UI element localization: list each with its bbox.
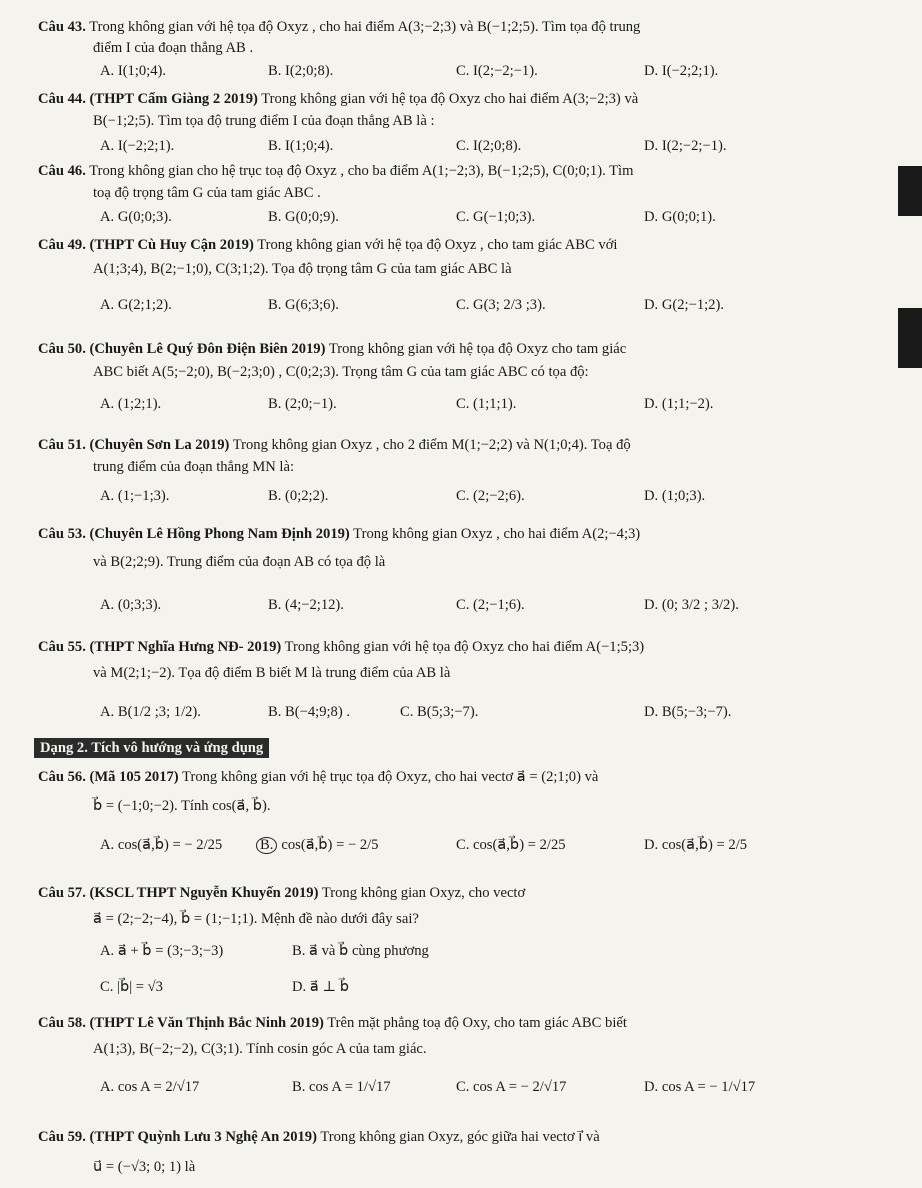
- question-source: (THPT Cù Huy Cận 2019): [85, 237, 254, 253]
- option-b: B. a⃗ và b⃗ cùng phương: [292, 943, 429, 959]
- option-b: B. G(0;0;9).: [268, 209, 339, 225]
- question-number: Câu 49.: [38, 237, 86, 253]
- question-number: Câu 44.: [38, 91, 86, 107]
- option-d: D. (1;0;3).: [644, 488, 706, 504]
- question-text: và B(2;2;9). Trung điểm của đoạn AB có tọa độ là: [93, 554, 386, 570]
- option-c: C. I(2;0;8).: [456, 138, 522, 154]
- question-text: Trong không gian với hệ tọa độ Oxyz cho tam giác: [325, 341, 627, 357]
- question-number: Câu 59.: [38, 1129, 86, 1145]
- question-text: A(1;3), B(−2;−2), C(3;1). Tính cosin góc A của tam giác.: [93, 1041, 427, 1057]
- question-source: (Chuyên Lê Quý Đôn Điện Biên 2019): [85, 341, 326, 357]
- question-text: Trong không gian với hệ tọa độ Oxyz cho hai điểm A(−1;5;3): [281, 639, 645, 655]
- option-b: B. I(2;0;8).: [268, 63, 334, 79]
- question-source: (THPT Lê Văn Thịnh Bắc Ninh 2019): [85, 1015, 324, 1031]
- option-b: B. cos A = 1/√17: [292, 1079, 391, 1095]
- option-c: C. G(3; 2/3 ;3).: [456, 297, 546, 313]
- option-d: D. (1;1;−2).: [644, 396, 714, 412]
- option-c: C. (1;1;1).: [456, 396, 517, 412]
- option-d: D. G(2;−1;2).: [644, 297, 724, 313]
- option-d: D. cos A = − 1/√17: [644, 1079, 756, 1095]
- question-text: A(1;3;4), B(2;−1;0), C(3;1;2). Tọa độ trọng tâm G của tam giác ABC là: [93, 261, 512, 277]
- question-text: ABC biết A(5;−2;0), B(−2;3;0) , C(0;2;3). Trọng tâm G của tam giác ABC có tọa độ:: [93, 364, 589, 380]
- question-source: (Chuyên Sơn La 2019): [85, 437, 230, 453]
- option-c: C. I(2;−2;−1).: [456, 63, 538, 79]
- option-c: C. B(5;3;−7).: [400, 704, 479, 720]
- question-text: toạ độ trọng tâm G của tam giác ABC .: [93, 185, 321, 201]
- option-a: A. a⃗ + b⃗ = (3;−3;−3): [100, 943, 224, 959]
- option-c: C. (2;−2;6).: [456, 488, 525, 504]
- page-edge-mark: [898, 166, 922, 216]
- option-c: C. G(−1;0;3).: [456, 209, 536, 225]
- question-text: u⃗ = (−√3; 0; 1) là: [93, 1159, 196, 1175]
- question-text: điểm I của đoạn thẳng AB .: [93, 40, 254, 56]
- question-number: Câu 46.: [38, 163, 86, 179]
- option-b: B. (4;−2;12).: [268, 597, 344, 613]
- option-a: A. (1;2;1).: [100, 396, 162, 412]
- option-c: C. cos A = − 2/√17: [456, 1079, 567, 1095]
- option-b: [256, 836, 378, 854]
- option-c: C. cos(a⃗,b⃗) = 2/25: [456, 837, 566, 853]
- question-text: Trên mặt phẳng toạ độ Oxy, cho tam giác ABC biết: [323, 1015, 627, 1031]
- section-heading: Dạng 2. Tích vô hướng và ứng dụng: [34, 738, 269, 758]
- question-source: (THPT Nghĩa Hưng NĐ- 2019): [85, 639, 282, 655]
- option-a: A. cos(a⃗,b⃗) = − 2/25: [100, 837, 223, 853]
- question-text: Trong không gian với hệ tọa độ Oxyz cho hai điểm A(3;−2;3) và: [257, 91, 639, 107]
- question-number: Câu 51.: [38, 437, 86, 453]
- question-text: Trong không gian Oxyz , cho 2 điểm M(1;−2;2) và N(1;0;4). Toạ độ: [229, 437, 631, 453]
- question-number: Câu 57.: [38, 885, 86, 901]
- question-text: Trong không gian với hệ trục tọa độ Oxyz, cho hai vectơ a⃗ = (2;1;0) và: [178, 769, 599, 785]
- selected-answer-mark: B.: [256, 837, 277, 854]
- option-c: C. |b⃗| = √3: [100, 979, 163, 995]
- option-a: A. I(−2;2;1).: [100, 138, 175, 154]
- option-b-text: cos(a⃗,b⃗) = − 2/5: [281, 837, 379, 853]
- question-source: (Mã 105 2017): [85, 769, 179, 785]
- option-d: D. I(−2;2;1).: [644, 63, 719, 79]
- option-a: A. G(0;0;3).: [100, 209, 172, 225]
- question-number: Câu 56.: [38, 769, 86, 785]
- option-a: A. G(2;1;2).: [100, 297, 172, 313]
- question-source: (KSCL THPT Nguyễn Khuyến 2019): [85, 885, 319, 901]
- option-a: A. B(1/2 ;3; 1/2).: [100, 704, 201, 720]
- question-source: (Chuyên Lê Hồng Phong Nam Định 2019): [85, 526, 350, 542]
- option-d: D. cos(a⃗,b⃗) = 2/5: [644, 837, 748, 853]
- option-a: A. (0;3;3).: [100, 597, 162, 613]
- question-text: trung điểm của đoạn thẳng MN là:: [93, 459, 295, 475]
- question-number: Câu 58.: [38, 1015, 86, 1031]
- question-text: Trong không gian cho hệ trục toạ độ Oxyz , cho ba điểm A(1;−2;3), B(−1;2;5), C(0;0;1). Tìm: [85, 163, 634, 179]
- question-number: Câu 43.: [38, 19, 86, 35]
- question-text: a⃗ = (2;−2;−4), b⃗ = (1;−1;1). Mệnh đề nào dưới đây sai?: [93, 911, 419, 927]
- option-a: A. (1;−1;3).: [100, 488, 170, 504]
- option-b: B. (2;0;−1).: [268, 396, 337, 412]
- question-number: Câu 55.: [38, 639, 86, 655]
- option-a: A. I(1;0;4).: [100, 63, 167, 79]
- question-text: Trong không gian Oxyz, góc giữa hai vectơ i⃗ và: [316, 1129, 600, 1145]
- option-d: D. B(5;−3;−7).: [644, 704, 732, 720]
- option-d: D. a⃗ ⊥ b⃗: [292, 979, 350, 995]
- question-text: b⃗ = (−1;0;−2). Tính cos(a⃗, b⃗).: [93, 798, 271, 814]
- question-text: Trong không gian với hệ tọa độ Oxyz , cho hai điểm A(3;−2;3) và B(−1;2;5). Tìm tọa độ trung: [85, 19, 641, 35]
- question-text: Trong không gian với hệ tọa độ Oxyz , cho tam giác ABC với: [253, 237, 618, 253]
- option-c: C. (2;−1;6).: [456, 597, 525, 613]
- question-text: B(−1;2;5). Tìm tọa độ trung điểm I của đoạn thẳng AB là :: [93, 113, 435, 129]
- question-text: và M(2;1;−2). Tọa độ điểm B biết M là trung điểm của AB là: [93, 665, 451, 681]
- option-b: B. B(−4;9;8) .: [268, 704, 351, 720]
- option-d: D. I(2;−2;−1).: [644, 138, 727, 154]
- option-a: A. cos A = 2/√17: [100, 1079, 200, 1095]
- option-d: D. G(0;0;1).: [644, 209, 716, 225]
- option-b: B. G(6;3;6).: [268, 297, 339, 313]
- question-text: Trong không gian Oxyz, cho vectơ: [318, 885, 526, 901]
- option-d: D. (0; 3/2 ; 3/2).: [644, 597, 739, 613]
- option-b: B. I(1;0;4).: [268, 138, 334, 154]
- question-source: (THPT Cẩm Giàng 2 2019): [85, 91, 258, 107]
- option-b: B. (0;2;2).: [268, 488, 329, 504]
- question-number: Câu 53.: [38, 526, 86, 542]
- question-number: Câu 50.: [38, 341, 86, 357]
- question-source: (THPT Quỳnh Lưu 3 Nghệ An 2019): [85, 1129, 317, 1145]
- question-text: Trong không gian Oxyz , cho hai điểm A(2;−4;3): [349, 526, 641, 542]
- page-edge-mark: [898, 308, 922, 368]
